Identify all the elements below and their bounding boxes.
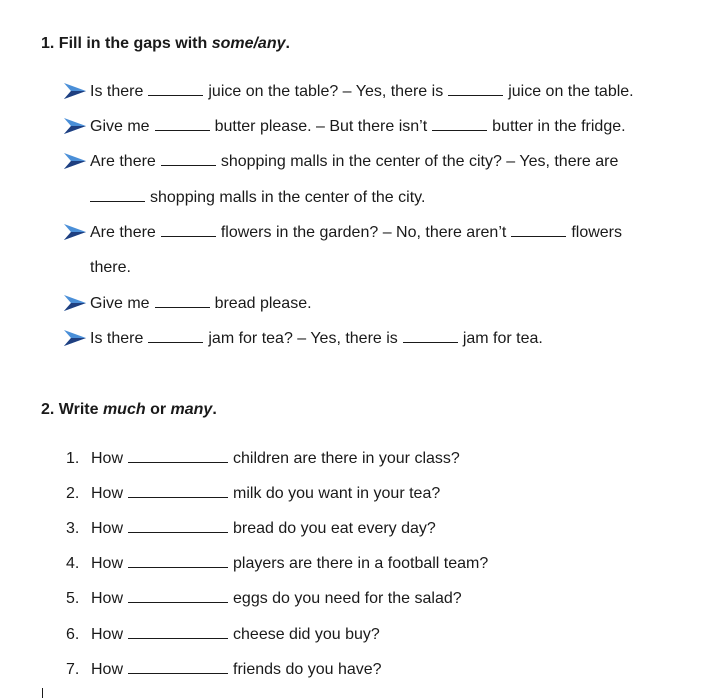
answer-blank[interactable] (148, 330, 203, 343)
arrow-bullet-icon (64, 330, 86, 346)
exercise-1-item: Are there flowers in the garden? – No, there aren’t flowers (90, 224, 622, 241)
exercise-2-item: How players are there in a football team? (91, 555, 489, 572)
answer-blank[interactable] (155, 118, 210, 131)
arrow-bullet-icon (64, 83, 86, 99)
answer-blank[interactable] (128, 555, 228, 568)
exercise-1-item: Give me butter please. – But there isn’t butter in the fridge. (90, 118, 626, 135)
exercise-2-item: How eggs do you need for the salad? (91, 590, 462, 607)
exercise-2-item: How milk do you want in your tea? (91, 485, 441, 502)
item-number: 1. (66, 450, 80, 467)
answer-blank[interactable] (511, 224, 566, 237)
exercise-1-item: Is there jam for tea? – Yes, there is jam for tea. (90, 330, 543, 347)
answer-blank[interactable] (128, 661, 228, 674)
item-number: 7. (66, 661, 80, 678)
answer-blank[interactable] (128, 450, 228, 463)
exercise-1-item: Are there shopping malls in the center of the city? – Yes, there are (90, 153, 619, 170)
section-1-heading: 1. Fill in the gaps with some/any. (41, 35, 290, 52)
arrow-bullet-icon (64, 118, 86, 134)
answer-blank[interactable] (448, 83, 503, 96)
exercise-1-item-continued: there. (90, 259, 131, 276)
answer-blank[interactable] (128, 626, 228, 639)
arrow-bullet-icon (64, 153, 86, 169)
section-2-heading: 2. Write much or many. (41, 401, 217, 418)
text-cursor (42, 688, 43, 698)
item-number: 4. (66, 555, 80, 572)
item-number: 5. (66, 590, 80, 607)
exercise-2-item: How bread do you eat every day? (91, 520, 436, 537)
arrow-bullet-icon (64, 295, 86, 311)
exercise-2-item: How friends do you have? (91, 661, 382, 678)
arrow-bullet-icon (64, 224, 86, 240)
exercise-1-item-continued: shopping malls in the center of the city. (90, 189, 425, 207)
answer-blank[interactable] (155, 295, 210, 308)
exercise-2-item: How cheese did you buy? (91, 626, 380, 643)
answer-blank[interactable] (90, 189, 145, 202)
answer-blank[interactable] (128, 590, 228, 603)
answer-blank[interactable] (128, 520, 228, 533)
answer-blank[interactable] (161, 153, 216, 166)
answer-blank[interactable] (432, 118, 487, 131)
answer-blank[interactable] (403, 330, 458, 343)
exercise-1-item: Is there juice on the table? – Yes, there is juice on the table. (90, 83, 634, 100)
item-number: 6. (66, 626, 80, 643)
answer-blank[interactable] (161, 224, 216, 237)
answer-blank[interactable] (128, 485, 228, 498)
answer-blank[interactable] (148, 83, 203, 96)
item-number: 3. (66, 520, 80, 537)
exercise-2-item: How children are there in your class? (91, 450, 460, 467)
item-number: 2. (66, 485, 80, 502)
exercise-1-item: Give me bread please. (90, 295, 312, 312)
